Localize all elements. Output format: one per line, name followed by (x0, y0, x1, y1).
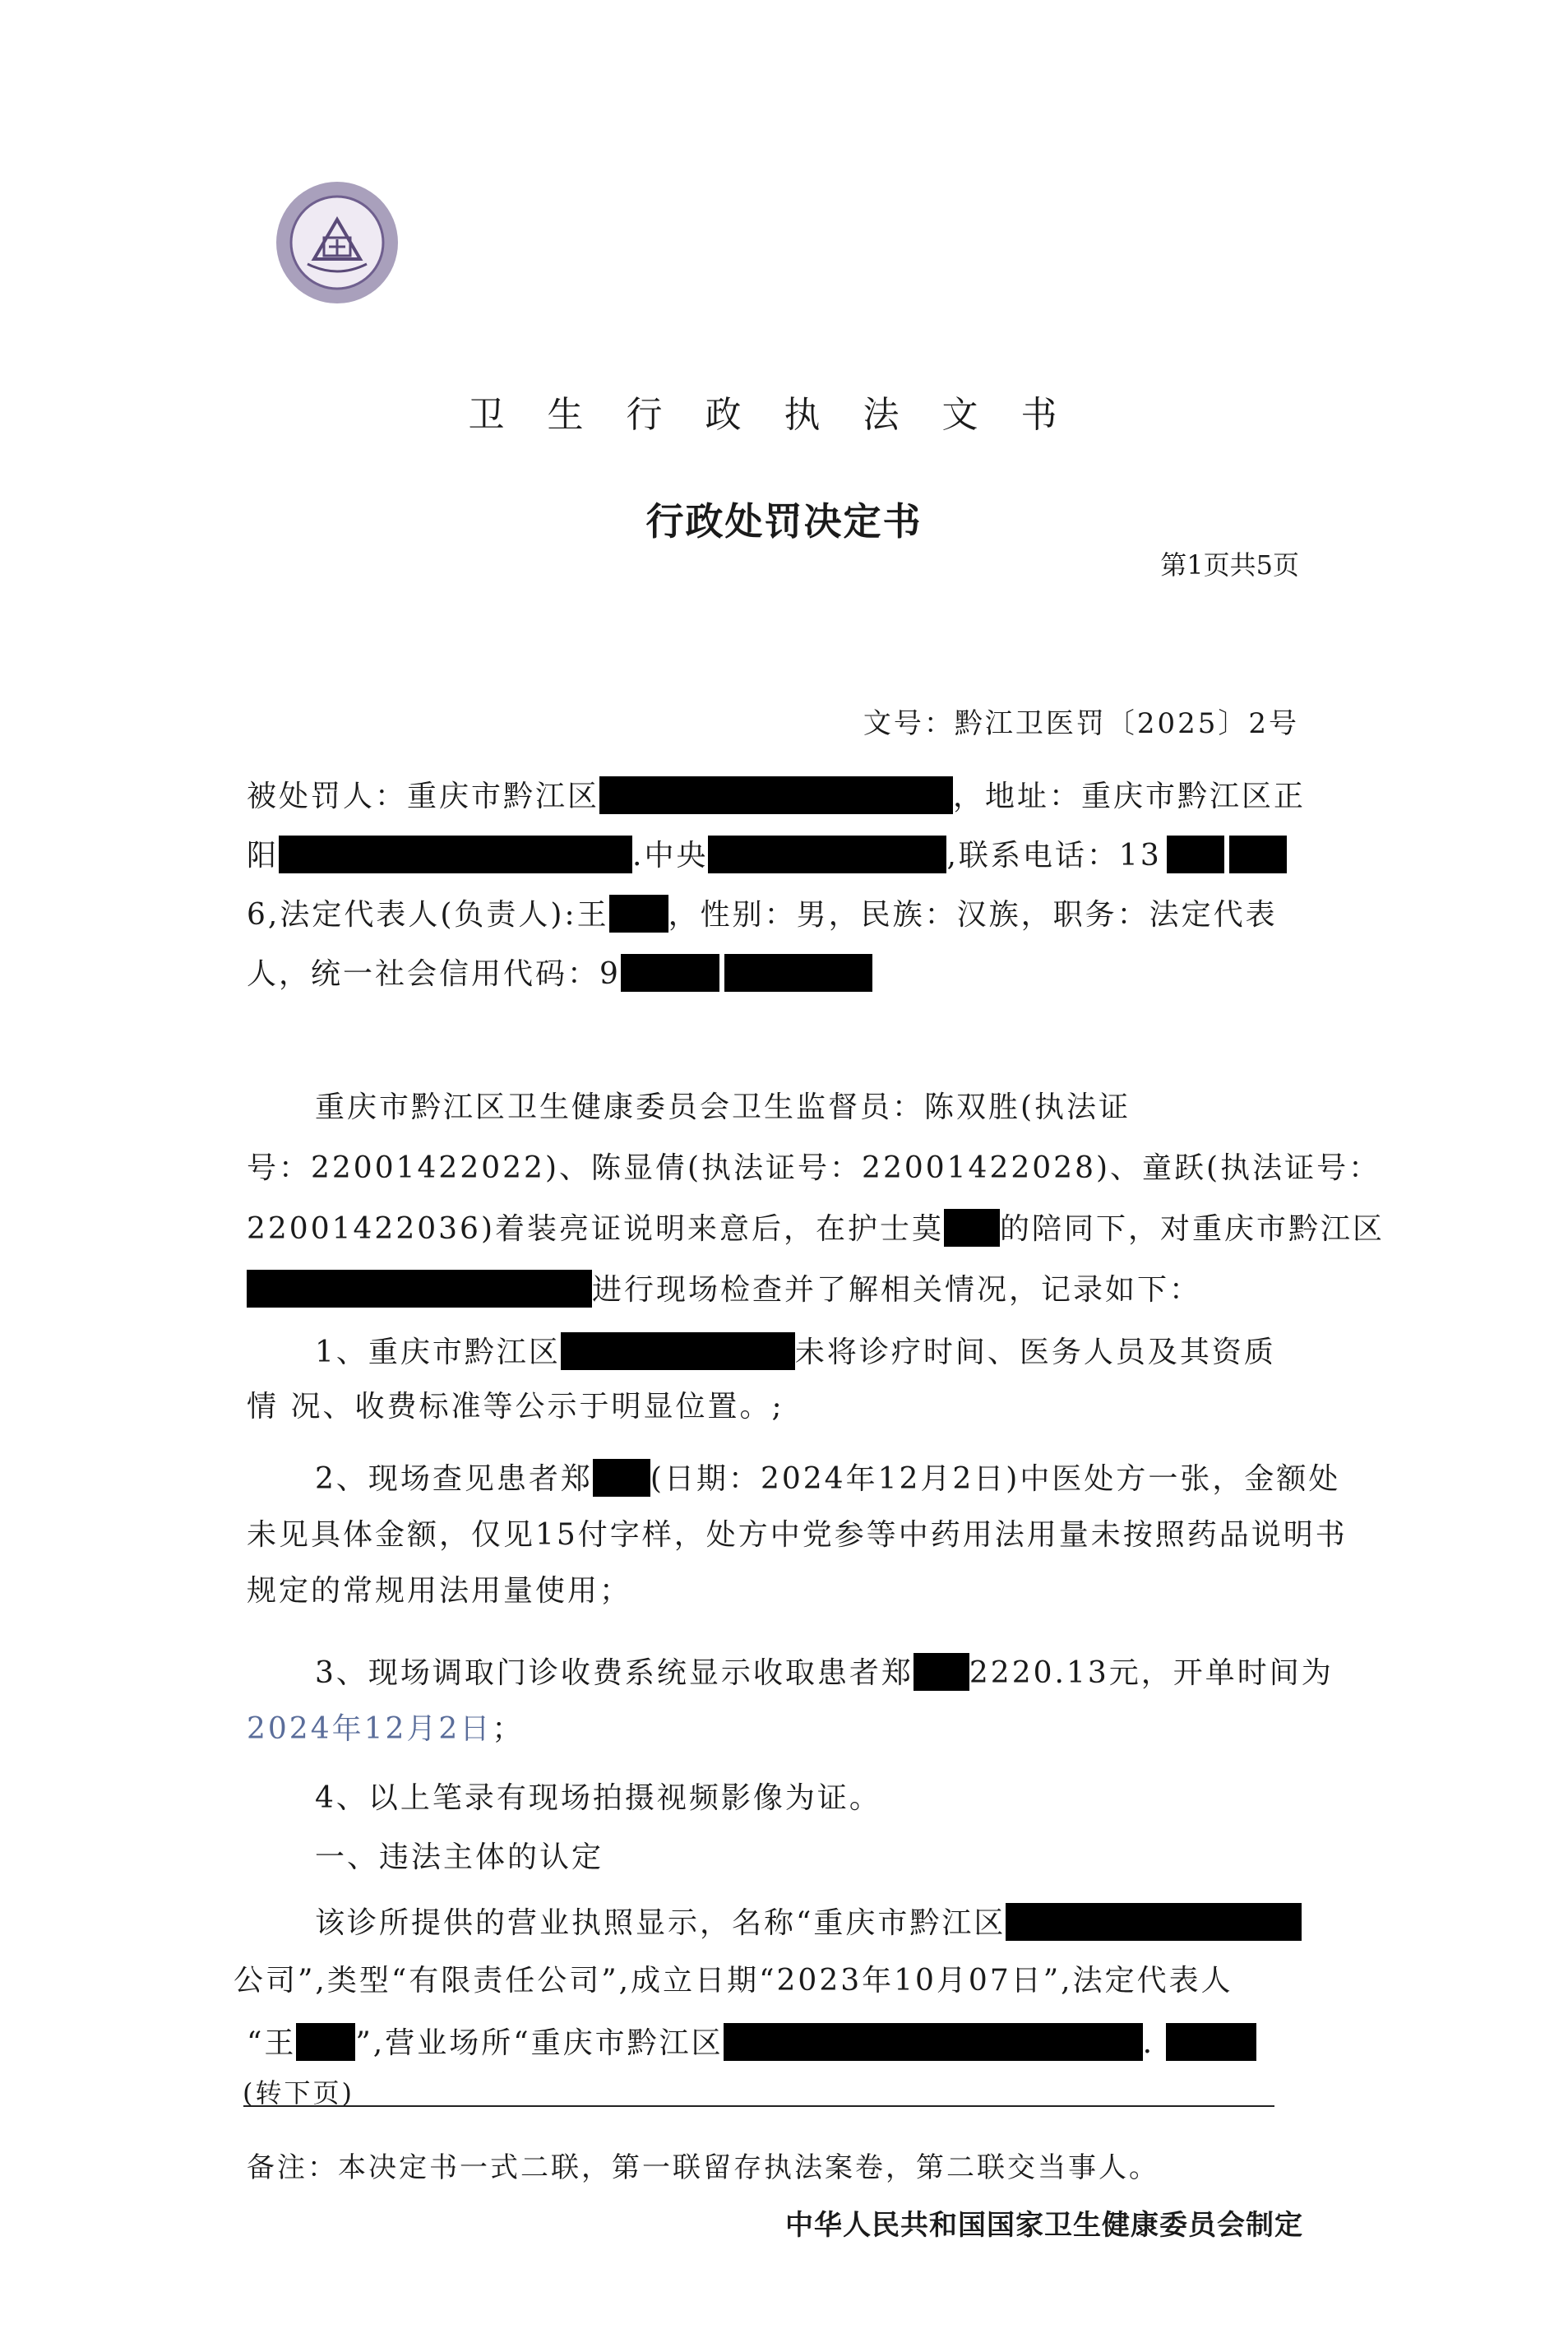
finding-2-line-1 (315, 1456, 1340, 1498)
section-1-line-3 (247, 2020, 1256, 2062)
license-name-text: 该诊所提供的营业执照显示，名称“重庆市黔江区 (315, 1906, 1006, 1940)
finding-2-line-2: 未见具体金额，仅见15付字样，处方中党参等中药用法用量未按照药品说明书 (247, 1518, 1348, 1552)
document-title: 行政处罚决定书 (645, 499, 923, 544)
inspection-line-2: 号：22001422022)、陈显倩(执法证号：22001422028)、童跃(执法证号： (247, 1151, 1381, 1185)
footer-note: 备注：本决定书一式二联，第一联留存执法案卷，第二联交当事人。 (247, 2151, 1159, 2184)
party-line-2 (247, 832, 1287, 874)
party-line-1 (247, 773, 1306, 815)
finding-3-prefix: 3、现场调取门诊收费系统显示收取患者郑 (315, 1656, 914, 1690)
footer-divider (243, 2105, 1274, 2107)
party-name-label: 被处罚人：重庆市黔江区 (247, 780, 600, 813)
legal-rep-details: ，性别：男，民族：汉族，职务：法定代表 (668, 898, 1278, 932)
finding-2-text: (日期：2024年12月2日)中医处方一张，金额处 (650, 1462, 1341, 1496)
legal-rep-label: 6,法定代表人(负责人):王 (247, 898, 609, 932)
continued-next-page: (转下页) (243, 2077, 354, 2109)
redaction-block (724, 954, 872, 992)
finding-3-line-1 (315, 1650, 1334, 1692)
inspection-line-3 (247, 1206, 1385, 1248)
redaction-block (621, 954, 719, 992)
finding-3-date: 2024年12月2日 (247, 1712, 493, 1746)
redaction-block (247, 1270, 592, 1308)
redaction-block (599, 776, 953, 814)
redaction-block (609, 895, 668, 933)
redaction-block (914, 1653, 969, 1691)
redaction-block (279, 836, 632, 873)
phone-label: ,联系电话：13 (946, 839, 1162, 873)
redaction-block (724, 2023, 1143, 2061)
inspection-record-text: 进行现场检查并了解相关情况，记录如下： (592, 1273, 1202, 1307)
inspection-line-4 (247, 1266, 1201, 1308)
finding-1-prefix: 1、重庆市黔江区 (315, 1336, 561, 1369)
address-dot: . (1142, 2026, 1155, 2060)
finding-1-line-1 (315, 1329, 1276, 1371)
redaction-block (296, 2023, 355, 2061)
finding-3-end: ； (492, 1712, 525, 1746)
page-info: 第1页共5页 (1160, 549, 1299, 581)
inspection-target-label: 的陪同下，对重庆市黔江区 (1000, 1212, 1385, 1246)
redaction-block (593, 1459, 650, 1497)
health-inspection-seal (271, 177, 403, 308)
redaction-block (708, 836, 946, 873)
redaction-block (944, 1209, 1000, 1247)
address-prefix: 阳 (247, 839, 280, 873)
redaction-block (1166, 2023, 1256, 2061)
finding-1-line-2: 情 况、收费标准等公示于明显位置。; (247, 1390, 784, 1424)
finding-2-prefix: 2、现场查见患者郑 (315, 1462, 593, 1496)
party-line-4 (247, 951, 872, 993)
business-place-label: ”,营业场所“重庆市黔江区 (355, 2026, 724, 2060)
finding-3-line-2 (247, 1706, 524, 1748)
nurse-label: 22001422036)着装亮证说明来意后，在护士莫 (247, 1212, 944, 1246)
redaction-block (1229, 836, 1287, 873)
section-1-line-2: 公司”,类型“有限责任公司”,成立日期“2023年10月07日”,法定代表人 (234, 1964, 1233, 1998)
finding-4: 4、以上笔录有现场拍摄视频影像为证。 (315, 1781, 881, 1815)
finding-2-line-3: 规定的常规用法用量使用； (247, 1574, 632, 1608)
finding-3-text: 2220.13元，开单时间为 (969, 1656, 1334, 1690)
document-number: 文号：黔江卫医罚〔2025〕2号 (863, 707, 1299, 740)
finding-1-text: 未将诊疗时间、医务人员及其资质 (794, 1336, 1276, 1369)
redaction-block (1006, 1903, 1302, 1941)
header-title: 卫生行政执法文书 (468, 394, 1100, 436)
credit-code-label: 人，统一社会信用代码：9 (247, 957, 621, 991)
redaction-block (1167, 836, 1224, 873)
party-line-3 (247, 891, 1278, 933)
inspection-line-1: 重庆市黔江区卫生健康委员会卫生监督员：陈双胜(执法证 (315, 1090, 1131, 1124)
address-middle: .中央 (632, 839, 709, 873)
address-label: ，地址：重庆市黔江区正 (953, 780, 1307, 813)
redaction-block (561, 1332, 795, 1370)
owner-prefix: “王 (247, 2026, 297, 2060)
section-1-line-1 (315, 1900, 1302, 1942)
footer-maker: 中华人民共和国国家卫生健康委员会制定 (785, 2209, 1303, 2242)
section-1-heading: 一、违法主体的认定 (315, 1840, 604, 1874)
